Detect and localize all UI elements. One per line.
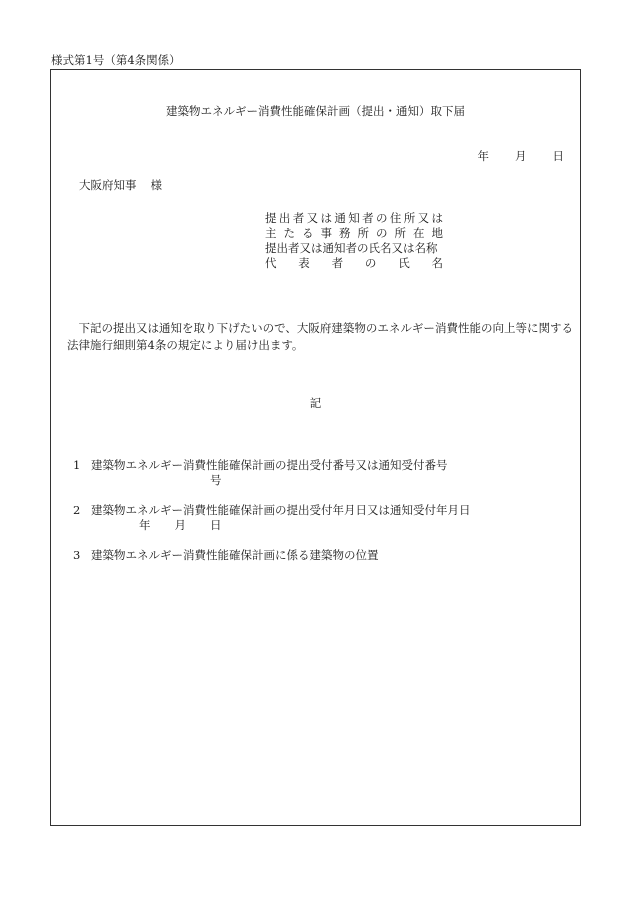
addressee-honorific: 様 <box>150 178 162 192</box>
item-1-number-suffix: 号 <box>210 473 222 487</box>
item-number: 2 <box>73 503 81 517</box>
submitter-block <box>265 211 443 271</box>
addressee <box>79 177 162 193</box>
form-number: 様式第1号（第4条関係） <box>51 53 181 67</box>
form-frame <box>50 69 581 826</box>
item-number: 3 <box>73 548 81 562</box>
item-number: 1 <box>73 458 81 472</box>
date-day-label: 日 <box>552 149 564 163</box>
submitter-name-line: 提出者又は通知者の氏名又は名称 <box>265 241 438 255</box>
addressee-name: 大阪府知事 <box>79 178 137 192</box>
item-label: 建築物エネルギー消費性能確保計画に係る建築物の位置 <box>91 548 379 562</box>
item-2-year-label: 年 <box>139 518 151 532</box>
item-2-date-line <box>139 517 222 533</box>
ki-heading: 記 <box>309 396 322 410</box>
submitter-representative-line: 代 表 者 の 氏 名 <box>265 256 443 270</box>
date-month-label: 月 <box>515 149 527 163</box>
item-2-month-label: 月 <box>174 518 186 532</box>
date-line <box>478 148 565 164</box>
date-year-label: 年 <box>477 149 489 163</box>
item-label: 建築物エネルギー消費性能確保計画の提出受付番号又は通知受付番号 <box>91 458 448 472</box>
item-1 <box>73 457 448 473</box>
item-2 <box>73 502 471 518</box>
submitter-address-line1: 提 出 者 又 は 通 知 者 の 住 所 又 は <box>265 211 443 225</box>
form-title: 建築物エネルギー消費性能確保計画（提出・通知）取下届 <box>166 104 465 118</box>
item-label: 建築物エネルギー消費性能確保計画の提出受付年月日又は通知受付年月日 <box>91 503 471 517</box>
item-3 <box>73 547 379 563</box>
item-2-day-label: 日 <box>210 518 222 532</box>
submitter-address-line2: 主 た る 事 務 所 の 所 在 地 <box>265 226 443 240</box>
body-text: 下記の提出又は通知を取り下げたいので、大阪府建築物のエネルギー消費性能の向上等に関する法律施行細則第4条の規定により届け出ます。 <box>67 321 573 352</box>
